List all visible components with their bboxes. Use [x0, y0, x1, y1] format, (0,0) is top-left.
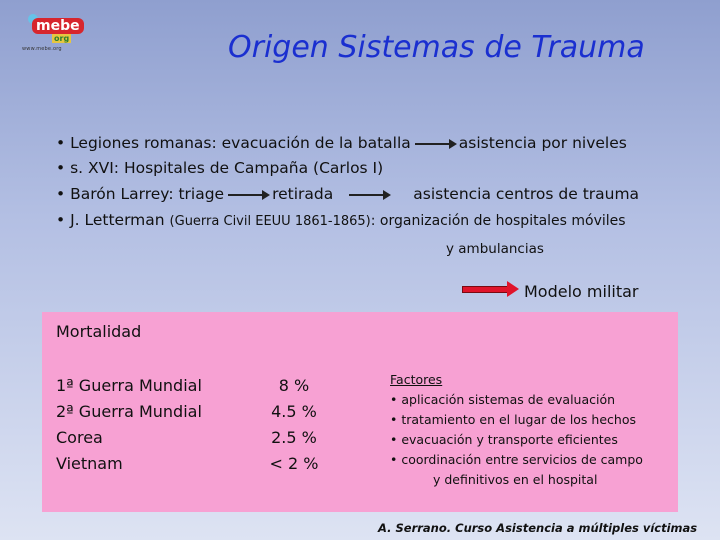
bullet-legiones [56, 134, 627, 152]
war-item: 2ª Guerra Mundial [56, 402, 202, 421]
bullet-larrey-text: • Barón Larrey: triage [56, 185, 225, 203]
bullet-hospitales [56, 159, 383, 177]
arrow-icon [349, 194, 389, 196]
logo-org-text: org [54, 34, 70, 43]
mortality-percent: 4.5 % [271, 402, 317, 421]
mortality-percent: 8 % [278, 376, 310, 395]
factor-item: • evacuación y transporte eficientes [390, 432, 618, 447]
mortality-percent-list [262, 373, 326, 477]
factor-item: • tratamiento en el lugar de los hechos [390, 412, 636, 427]
factor-item: • aplicación sistemas de evaluación [390, 392, 616, 407]
bullet-larrey-result: asistencia centros de trauma [413, 185, 640, 203]
war-item: Vietnam [56, 454, 123, 473]
bullet-letterman [56, 211, 626, 229]
bullet-larrey-retirada: retirada [272, 185, 334, 203]
logo-url-text: www.mebe.org [22, 46, 62, 52]
mortality-title: Mortalidad [56, 322, 142, 341]
modelo-militar-label: Modelo militar [524, 282, 639, 301]
war-item: 1ª Guerra Mundial [56, 376, 202, 395]
arrow-icon [415, 143, 455, 145]
bullet-larrey [56, 185, 639, 203]
mortality-percent: 2.5 % [271, 428, 317, 447]
factor-item: • coordinación entre servicios de campo [390, 452, 643, 467]
bullet-legiones-result: asistencia por niveles [458, 134, 627, 152]
factors-list [390, 370, 643, 490]
slide-title: Origen Sistemas de Trauma [228, 30, 645, 65]
mebe-logo [22, 12, 80, 54]
war-list [56, 373, 202, 477]
arrow-icon [228, 194, 268, 196]
logo-mebe-text: mebe [32, 18, 84, 34]
factor-item-continuation: y definitivos en el hospital [433, 472, 598, 487]
bullet-letterman-result: : organización de hospitales móviles [370, 213, 626, 229]
footer-credit: A. Serrano. Curso Asistencia a múltiples víctimas [378, 521, 698, 535]
bullet-letterman-text: • J. Letterman [56, 211, 165, 229]
bullet-letterman-note: (Guerra Civil EEUU 1861-1865) [169, 214, 371, 229]
bullet-letterman-continuation: y ambulancias [446, 241, 544, 257]
war-item: Corea [56, 428, 103, 447]
bullet-hospitales-text: • s. XVI: Hospitales de Campaña (Carlos I) [56, 159, 384, 177]
red-arrow-icon [462, 283, 518, 293]
bullet-legiones-text: • Legiones romanas: evacuación de la batalla [56, 134, 411, 152]
factors-title: Factores [390, 372, 443, 387]
mortality-percent: < 2 % [269, 454, 319, 473]
